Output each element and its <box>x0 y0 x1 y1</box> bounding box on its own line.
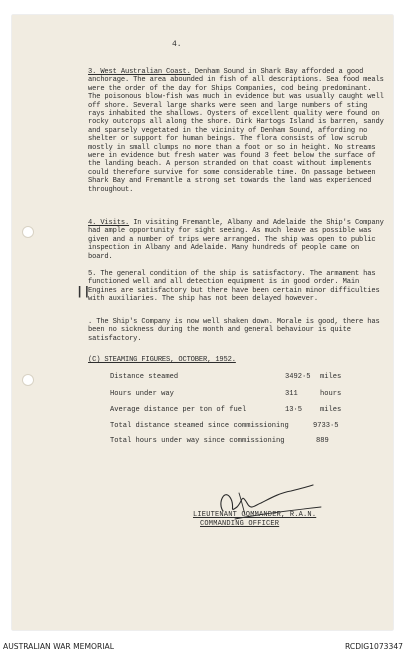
steaming-row <box>110 373 390 383</box>
steaming-row-value: 889 <box>316 437 329 445</box>
section-3-body: Denham Sound in Shark Bay afforded a good anchorage. The area abounded in fish of all descriptions. Sea food meals were the order of the day for Ships Companies, cod being predominant. The poisonous blow-fish was much in evidence but was usually caught well off shore. Several large sharks were seen and large numbers of sting rays inhabited the shallows. Oysters of excellent quality were found on rocky outcrops all along the shore. Dirk Hartogs Island is barren, sandy and sparsely vegetated in the vicinity of Denham Sound, affording no shelter or support for human beings. The flora consists of low scrub mostly in small clumps no more than a foot or so in height. No streams were in evidence but fresh water was found 3 feet below the surface of the landing beach. A person stranded on that coast without implements could therefore survive for some considerable time. On passage between Shark Bay and Fremantle a strong set towards the land was experienced throughout. <box>88 68 384 194</box>
footer-institution: AUSTRALIAN WAR MEMORIAL <box>3 642 114 651</box>
section-3-paragraph <box>88 68 386 194</box>
signature-title: COMMANDING OFFICER <box>200 520 280 528</box>
section-5-paragraph: 5. The general condition of the ship is satisfactory. The armament has functioned well and all detection equipment is in good order. Main Engines are satisfactory but there have been certain minor difficulties with auxiliaries. The ship has not been delayed however. <box>88 270 380 304</box>
punch-hole-bottom <box>22 374 34 386</box>
footer-record-id: RCDIG1073347 <box>345 642 403 651</box>
steaming-row <box>110 390 390 400</box>
margin-mark: || <box>76 285 91 299</box>
section-3-heading: 3. West Australian Coast. <box>88 68 191 76</box>
steaming-row <box>110 406 390 416</box>
steaming-row-value: 311 <box>285 390 298 398</box>
steaming-row-label: Hours under way <box>110 390 174 398</box>
archive-footer <box>0 638 406 654</box>
steaming-row-unit: miles <box>320 406 342 414</box>
steaming-row-value: 13·5 <box>285 406 303 414</box>
steaming-row-label: Total hours under way since commissioning <box>110 437 285 445</box>
punch-hole-top <box>22 226 34 238</box>
steaming-row <box>110 422 390 432</box>
signature-rank: LIEUTENANT COMMANDER, R.A.N. <box>193 511 317 519</box>
steaming-row-label: Average distance per ton of fuel <box>110 406 247 414</box>
steaming-row-unit: miles <box>320 373 342 381</box>
section-4-paragraph <box>88 219 386 261</box>
steaming-row-unit: hours <box>320 390 342 398</box>
page-number: 4. <box>172 40 182 49</box>
steaming-figures-heading: (C) STEAMING FIGURES, OCTOBER, 1952. <box>88 356 236 364</box>
steaming-row <box>110 437 390 447</box>
steaming-row-value: 3492·5 <box>285 373 311 381</box>
steaming-row-label: Distance steamed <box>110 373 179 381</box>
section-4-heading: 4. Visits. <box>88 219 130 227</box>
section-4-body: In visiting Fremantle, Albany and Adelaide the Ship's Company had ample opportunity for sight seeing. As much leave as possible was given and a number of trips were arranged. The ship was open to public inspection in Albany and Adelaide. Many hundreds of people came on board. <box>88 219 384 261</box>
steaming-row-label: Total distance steamed since commissioning <box>110 422 289 430</box>
steaming-row-value: 9733·5 <box>313 422 339 430</box>
section-6-paragraph: . The Ship's Company is now well shaken down. Morale is good, there has been no sickness during the month and general behaviour is quite satisfactory. <box>88 318 380 343</box>
